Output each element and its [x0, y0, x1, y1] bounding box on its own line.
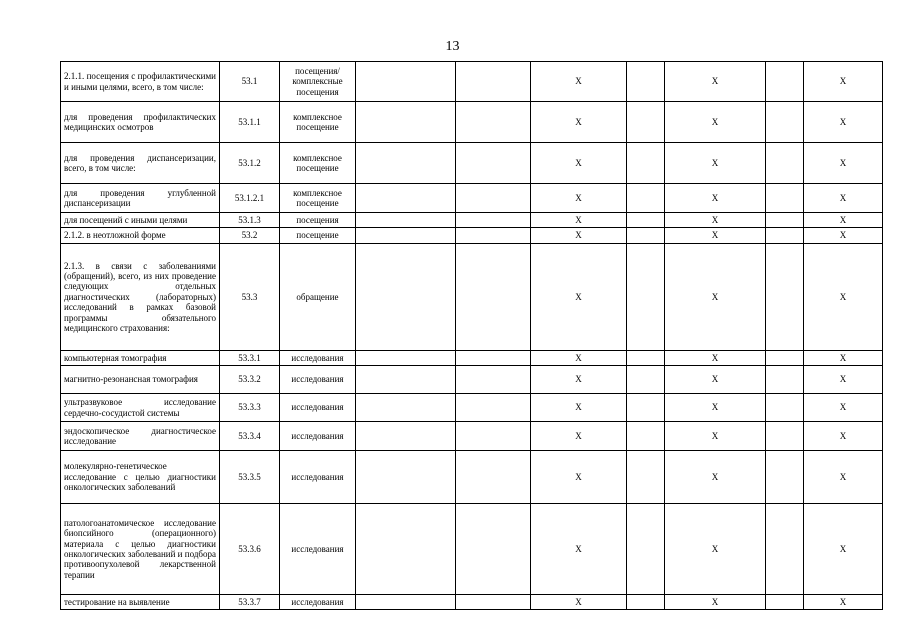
x-mark-cell: X [665, 504, 766, 595]
x-mark-cell: X [804, 143, 883, 184]
row-code-cell: 53.1.2.1 [220, 184, 280, 213]
table-row [61, 366, 883, 394]
empty-cell [356, 102, 456, 143]
x-mark-cell: X [804, 504, 883, 595]
table-row [61, 102, 883, 143]
empty-cell [766, 422, 804, 451]
x-mark-cell: X [531, 102, 627, 143]
x-mark-cell: X [531, 228, 627, 244]
empty-cell [627, 504, 665, 595]
table-row [61, 228, 883, 244]
empty-cell [456, 504, 531, 595]
x-mark-cell: X [531, 62, 627, 102]
row-unit-cell: исследования [280, 504, 356, 595]
empty-cell [356, 351, 456, 366]
x-mark-cell: X [665, 595, 766, 610]
table-row [61, 143, 883, 184]
row-unit-cell: посещения [280, 213, 356, 228]
row-name-cell: для посещений с иными целями [61, 213, 220, 228]
row-name-cell: 2.1.2. в неотложной форме [61, 228, 220, 244]
x-mark-cell: X [531, 213, 627, 228]
row-code-cell: 53.3.6 [220, 504, 280, 595]
table-row [61, 451, 883, 504]
empty-cell [766, 102, 804, 143]
x-mark-cell: X [665, 213, 766, 228]
row-unit-cell: обращение [280, 244, 356, 351]
empty-cell [356, 244, 456, 351]
table-row [61, 213, 883, 228]
x-mark-cell: X [665, 244, 766, 351]
empty-cell [627, 213, 665, 228]
empty-cell [627, 244, 665, 351]
x-mark-cell: X [804, 102, 883, 143]
row-unit-cell: исследования [280, 451, 356, 504]
row-unit-cell: посещение [280, 228, 356, 244]
empty-cell [456, 366, 531, 394]
row-name-cell: тестирование на выявление [61, 595, 220, 610]
table-row [61, 244, 883, 351]
x-mark-cell: X [531, 244, 627, 351]
empty-cell [627, 102, 665, 143]
x-mark-cell: X [665, 62, 766, 102]
empty-cell [766, 366, 804, 394]
row-name-cell: 2.1.1. посещения с профилактическими и иными целями, всего, в том числе: [61, 62, 220, 102]
x-mark-cell: X [665, 184, 766, 213]
table-row [61, 62, 883, 102]
empty-cell [766, 213, 804, 228]
empty-cell [456, 451, 531, 504]
empty-cell [356, 504, 456, 595]
row-name-cell: ультразвуковое исследование сердечно-сосудистой системы [61, 394, 220, 422]
x-mark-cell: X [531, 351, 627, 366]
empty-cell [766, 351, 804, 366]
empty-cell [627, 351, 665, 366]
empty-cell [766, 451, 804, 504]
empty-cell [766, 143, 804, 184]
row-code-cell: 53.3.4 [220, 422, 280, 451]
row-unit-cell: комплексное посещение [280, 143, 356, 184]
empty-cell [356, 394, 456, 422]
row-unit-cell: посещения/комплексные посещения [280, 62, 356, 102]
x-mark-cell: X [804, 62, 883, 102]
empty-cell [356, 595, 456, 610]
row-unit-cell: исследования [280, 422, 356, 451]
table-row [61, 351, 883, 366]
table-body [61, 62, 883, 610]
row-code-cell: 53.3 [220, 244, 280, 351]
table-row [61, 394, 883, 422]
empty-cell [456, 422, 531, 451]
row-code-cell: 53.1.1 [220, 102, 280, 143]
row-code-cell: 53.3.7 [220, 595, 280, 610]
row-code-cell: 53.2 [220, 228, 280, 244]
empty-cell [356, 228, 456, 244]
x-mark-cell: X [665, 143, 766, 184]
row-name-cell: для проведения профилактических медицинских осмотров [61, 102, 220, 143]
row-name-cell: для проведения диспансеризации, всего, в том числе: [61, 143, 220, 184]
empty-cell [356, 422, 456, 451]
empty-cell [627, 62, 665, 102]
empty-cell [627, 366, 665, 394]
data-table [60, 61, 883, 610]
empty-cell [627, 228, 665, 244]
row-code-cell: 53.3.3 [220, 394, 280, 422]
empty-cell [456, 62, 531, 102]
x-mark-cell: X [531, 184, 627, 213]
x-mark-cell: X [531, 595, 627, 610]
empty-cell [356, 184, 456, 213]
empty-cell [356, 143, 456, 184]
x-mark-cell: X [804, 184, 883, 213]
row-code-cell: 53.1.2 [220, 143, 280, 184]
row-code-cell: 53.3.2 [220, 366, 280, 394]
row-unit-cell: исследования [280, 366, 356, 394]
table-row [61, 595, 883, 610]
empty-cell [356, 451, 456, 504]
x-mark-cell: X [804, 213, 883, 228]
x-mark-cell: X [665, 351, 766, 366]
empty-cell [627, 422, 665, 451]
table-row [61, 184, 883, 213]
table-row [61, 422, 883, 451]
row-unit-cell: исследования [280, 595, 356, 610]
empty-cell [456, 184, 531, 213]
x-mark-cell: X [665, 394, 766, 422]
x-mark-cell: X [531, 366, 627, 394]
x-mark-cell: X [531, 451, 627, 504]
row-unit-cell: исследования [280, 394, 356, 422]
empty-cell [766, 228, 804, 244]
empty-cell [356, 62, 456, 102]
x-mark-cell: X [665, 102, 766, 143]
empty-cell [627, 394, 665, 422]
row-name-cell: магнитно-резонансная томография [61, 366, 220, 394]
page-number: 13 [445, 39, 460, 54]
empty-cell [766, 62, 804, 102]
row-code-cell: 53.3.5 [220, 451, 280, 504]
empty-cell [627, 184, 665, 213]
empty-cell [456, 351, 531, 366]
x-mark-cell: X [804, 351, 883, 366]
row-name-cell: 2.1.3. в связи с заболеваниями (обращений), всего, из них проведение следующих отдельных диагностических (лабораторных) исследований в рамках базовой программы обязательного медицинского страхования: [61, 244, 220, 351]
empty-cell [456, 244, 531, 351]
x-mark-cell: X [804, 366, 883, 394]
empty-cell [456, 102, 531, 143]
empty-cell [627, 143, 665, 184]
empty-cell [356, 366, 456, 394]
empty-cell [766, 244, 804, 351]
x-mark-cell: X [804, 451, 883, 504]
row-name-cell: компьютерная томография [61, 351, 220, 366]
x-mark-cell: X [531, 504, 627, 595]
empty-cell [456, 213, 531, 228]
empty-cell [627, 595, 665, 610]
row-unit-cell: исследования [280, 351, 356, 366]
x-mark-cell: X [531, 394, 627, 422]
x-mark-cell: X [531, 422, 627, 451]
empty-cell [766, 504, 804, 595]
x-mark-cell: X [804, 244, 883, 351]
row-code-cell: 53.3.1 [220, 351, 280, 366]
x-mark-cell: X [804, 595, 883, 610]
empty-cell [627, 451, 665, 504]
row-name-cell: эндоскопическое диагностическое исследование [61, 422, 220, 451]
empty-cell [456, 143, 531, 184]
x-mark-cell: X [531, 143, 627, 184]
x-mark-cell: X [665, 451, 766, 504]
x-mark-cell: X [665, 366, 766, 394]
row-name-cell: патологоанатомическое исследование биопсийного (операционного) материала с целью диагностики онкологических заболеваний и подбора противоопухолевой лекарственной терапии [61, 504, 220, 595]
empty-cell [766, 184, 804, 213]
row-unit-cell: комплексное посещение [280, 102, 356, 143]
x-mark-cell: X [665, 422, 766, 451]
empty-cell [356, 213, 456, 228]
x-mark-cell: X [665, 228, 766, 244]
row-code-cell: 53.1.3 [220, 213, 280, 228]
empty-cell [766, 394, 804, 422]
empty-cell [766, 595, 804, 610]
table-row [61, 504, 883, 595]
row-code-cell: 53.1 [220, 62, 280, 102]
row-name-cell: для проведения углубленной диспансеризации [61, 184, 220, 213]
empty-cell [456, 228, 531, 244]
row-unit-cell: комплексное посещение [280, 184, 356, 213]
x-mark-cell: X [804, 394, 883, 422]
empty-cell [456, 394, 531, 422]
row-name-cell: молекулярно-генетическое исследование с целью диагностики онкологических заболеваний [61, 451, 220, 504]
empty-cell [456, 595, 531, 610]
x-mark-cell: X [804, 228, 883, 244]
x-mark-cell: X [804, 422, 883, 451]
